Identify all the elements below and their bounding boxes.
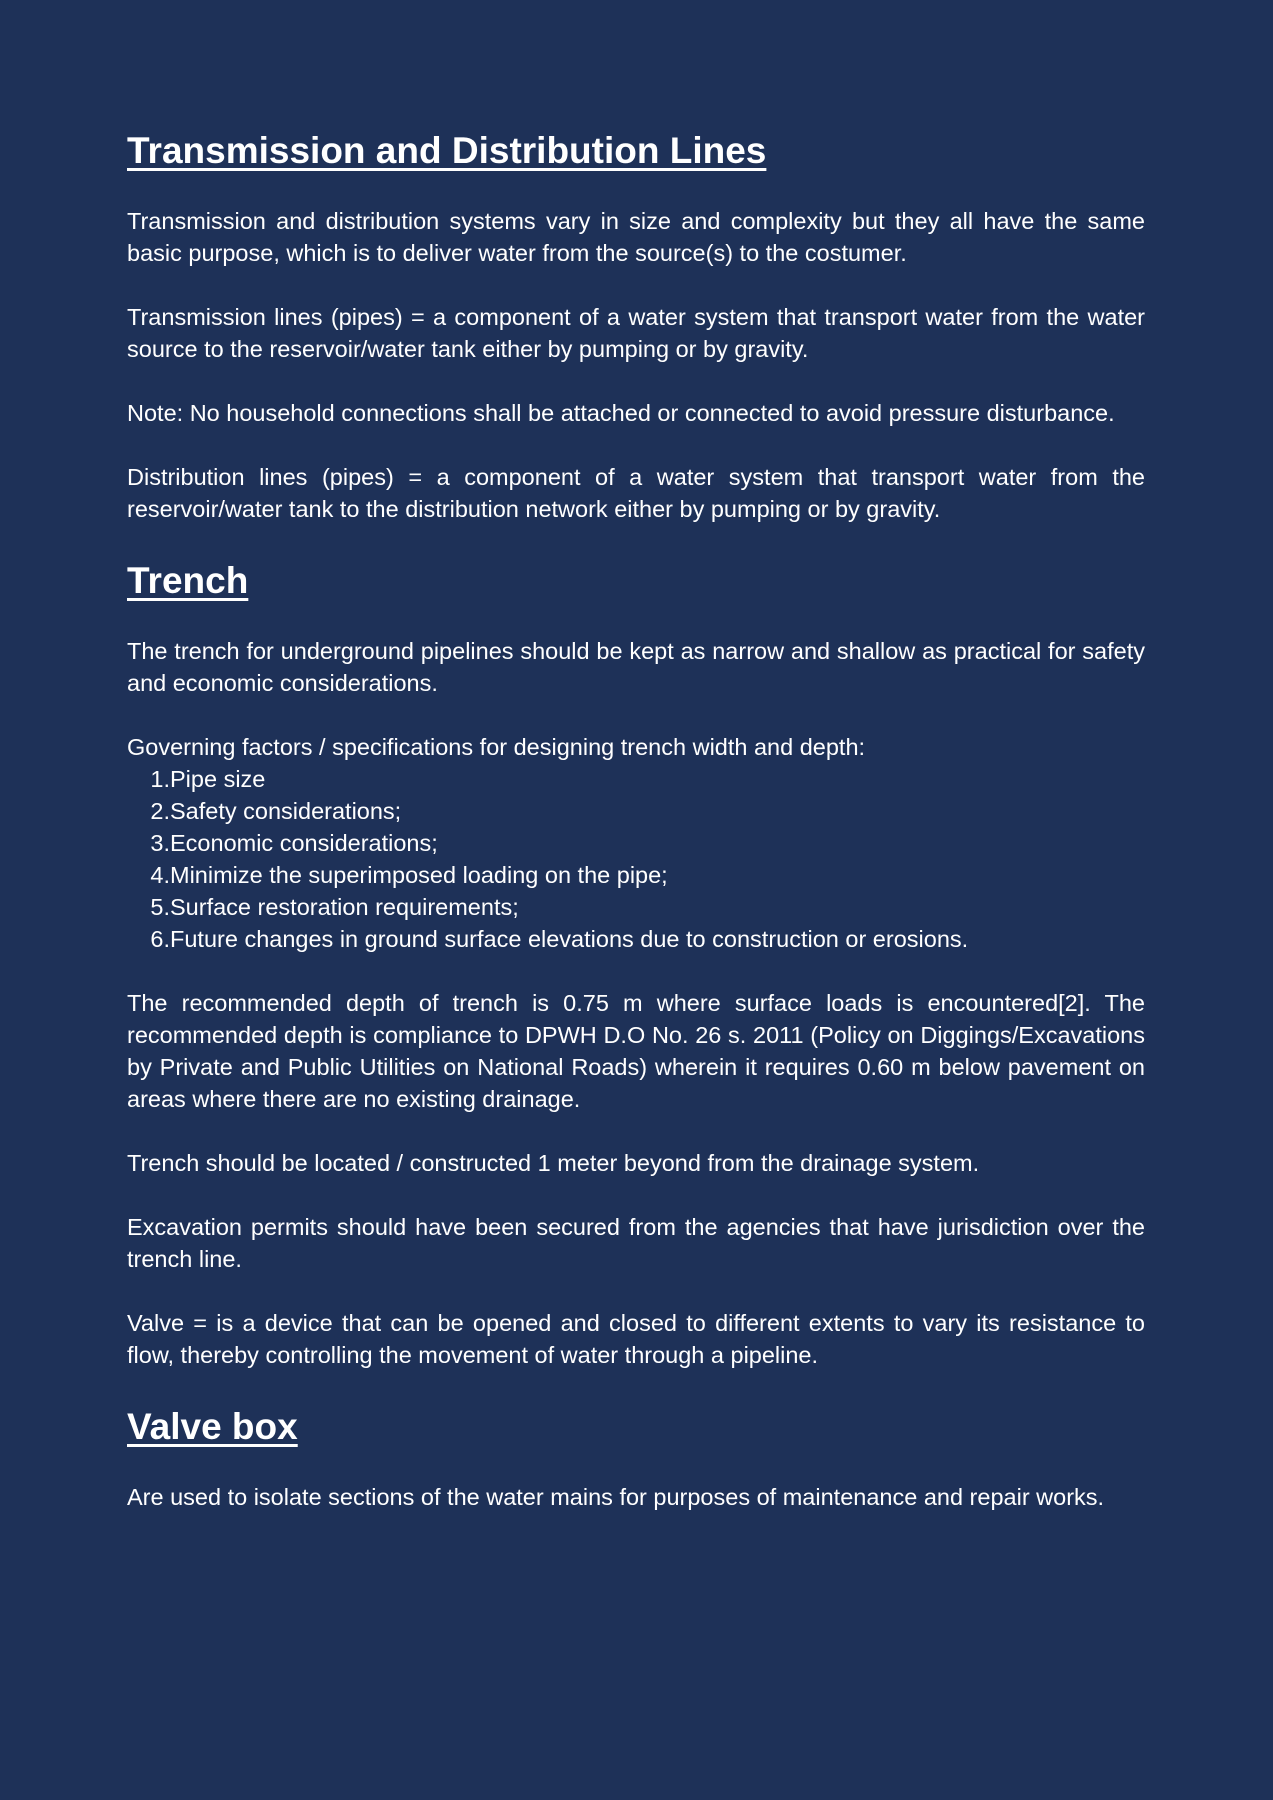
list-item-text: Economic considerations; — [170, 830, 438, 856]
paragraph-distribution-lines: Distribution lines (pipes) = a component of a water system that transport water from the reservoir/water tank to the distribution network either by pumping or by gravity. — [127, 464, 1145, 522]
paragraph-valve-definition: Valve = is a device that can be opened and closed to different extents to vary its resistance to flow, thereby controlling the movement of water through a pipeline. — [127, 1310, 1145, 1368]
governing-factors-list — [127, 763, 1145, 955]
list-item-text: Minimize the superimposed loading on the pipe; — [170, 862, 668, 888]
list-item — [127, 763, 1145, 795]
list-item-text: Surface restoration requirements; — [170, 894, 519, 920]
list-item-number: 3. — [150, 830, 170, 856]
list-item-text: Safety considerations; — [170, 798, 402, 824]
paragraph-valve-box: Are used to isolate sections of the water mains for purposes of maintenance and repair works. — [127, 1484, 1105, 1510]
list-item-number: 2. — [150, 798, 170, 824]
heading-transmission-distribution: Transmission and Distribution Lines — [127, 130, 767, 171]
list-item — [127, 891, 1145, 923]
list-item — [127, 859, 1145, 891]
list-item — [127, 827, 1145, 859]
list-item-text: Future changes in ground surface elevations due to construction or erosions. — [170, 926, 969, 952]
list-item-number: 1. — [150, 766, 170, 792]
heading-trench: Trench — [127, 560, 249, 601]
list-item-text: Pipe size — [170, 766, 266, 792]
list-item-number: 5. — [150, 894, 170, 920]
paragraph-transmission-lines: Transmission lines (pipes) = a component of a water system that transport water from the water source to the reservoir/water tank either by pumping or by gravity. — [127, 304, 1145, 362]
paragraph-transmission-intro: Transmission and distribution systems vary in size and complexity but they all have the same basic purpose, which is to deliver water from the source(s) to the costumer. — [127, 208, 1145, 266]
paragraph-recommended-depth: The recommended depth of trench is 0.75 m where surface loads is encountered[2]. The recommended depth is compliance to DPWH D.O No. 26 s. 2011 (Policy on Diggings/Excavations by Private and Public Utilities on National Roads) wherein it requires 0.60 m below pavement on areas where there are no existing drainage. — [127, 990, 1145, 1112]
list-item-number: 6. — [150, 926, 170, 952]
paragraph-excavation-permits: Excavation permits should have been secured from the agencies that have jurisdiction over the trench line. — [127, 1214, 1145, 1272]
heading-valve-box: Valve box — [127, 1406, 298, 1447]
paragraph-note: Note: No household connections shall be attached or connected to avoid pressure disturbance. — [127, 400, 1115, 426]
paragraph-trench-location: Trench should be located / constructed 1 meter beyond from the drainage system. — [127, 1150, 980, 1176]
list-item-number: 4. — [150, 862, 170, 888]
paragraph-trench-intro: The trench for underground pipelines should be kept as narrow and shallow as practical for safety and economic considerations. — [127, 638, 1145, 696]
list-item — [127, 795, 1145, 827]
paragraph-governing-factors: Governing factors / specifications for designing trench width and depth: — [127, 734, 866, 760]
list-item — [127, 923, 1145, 955]
